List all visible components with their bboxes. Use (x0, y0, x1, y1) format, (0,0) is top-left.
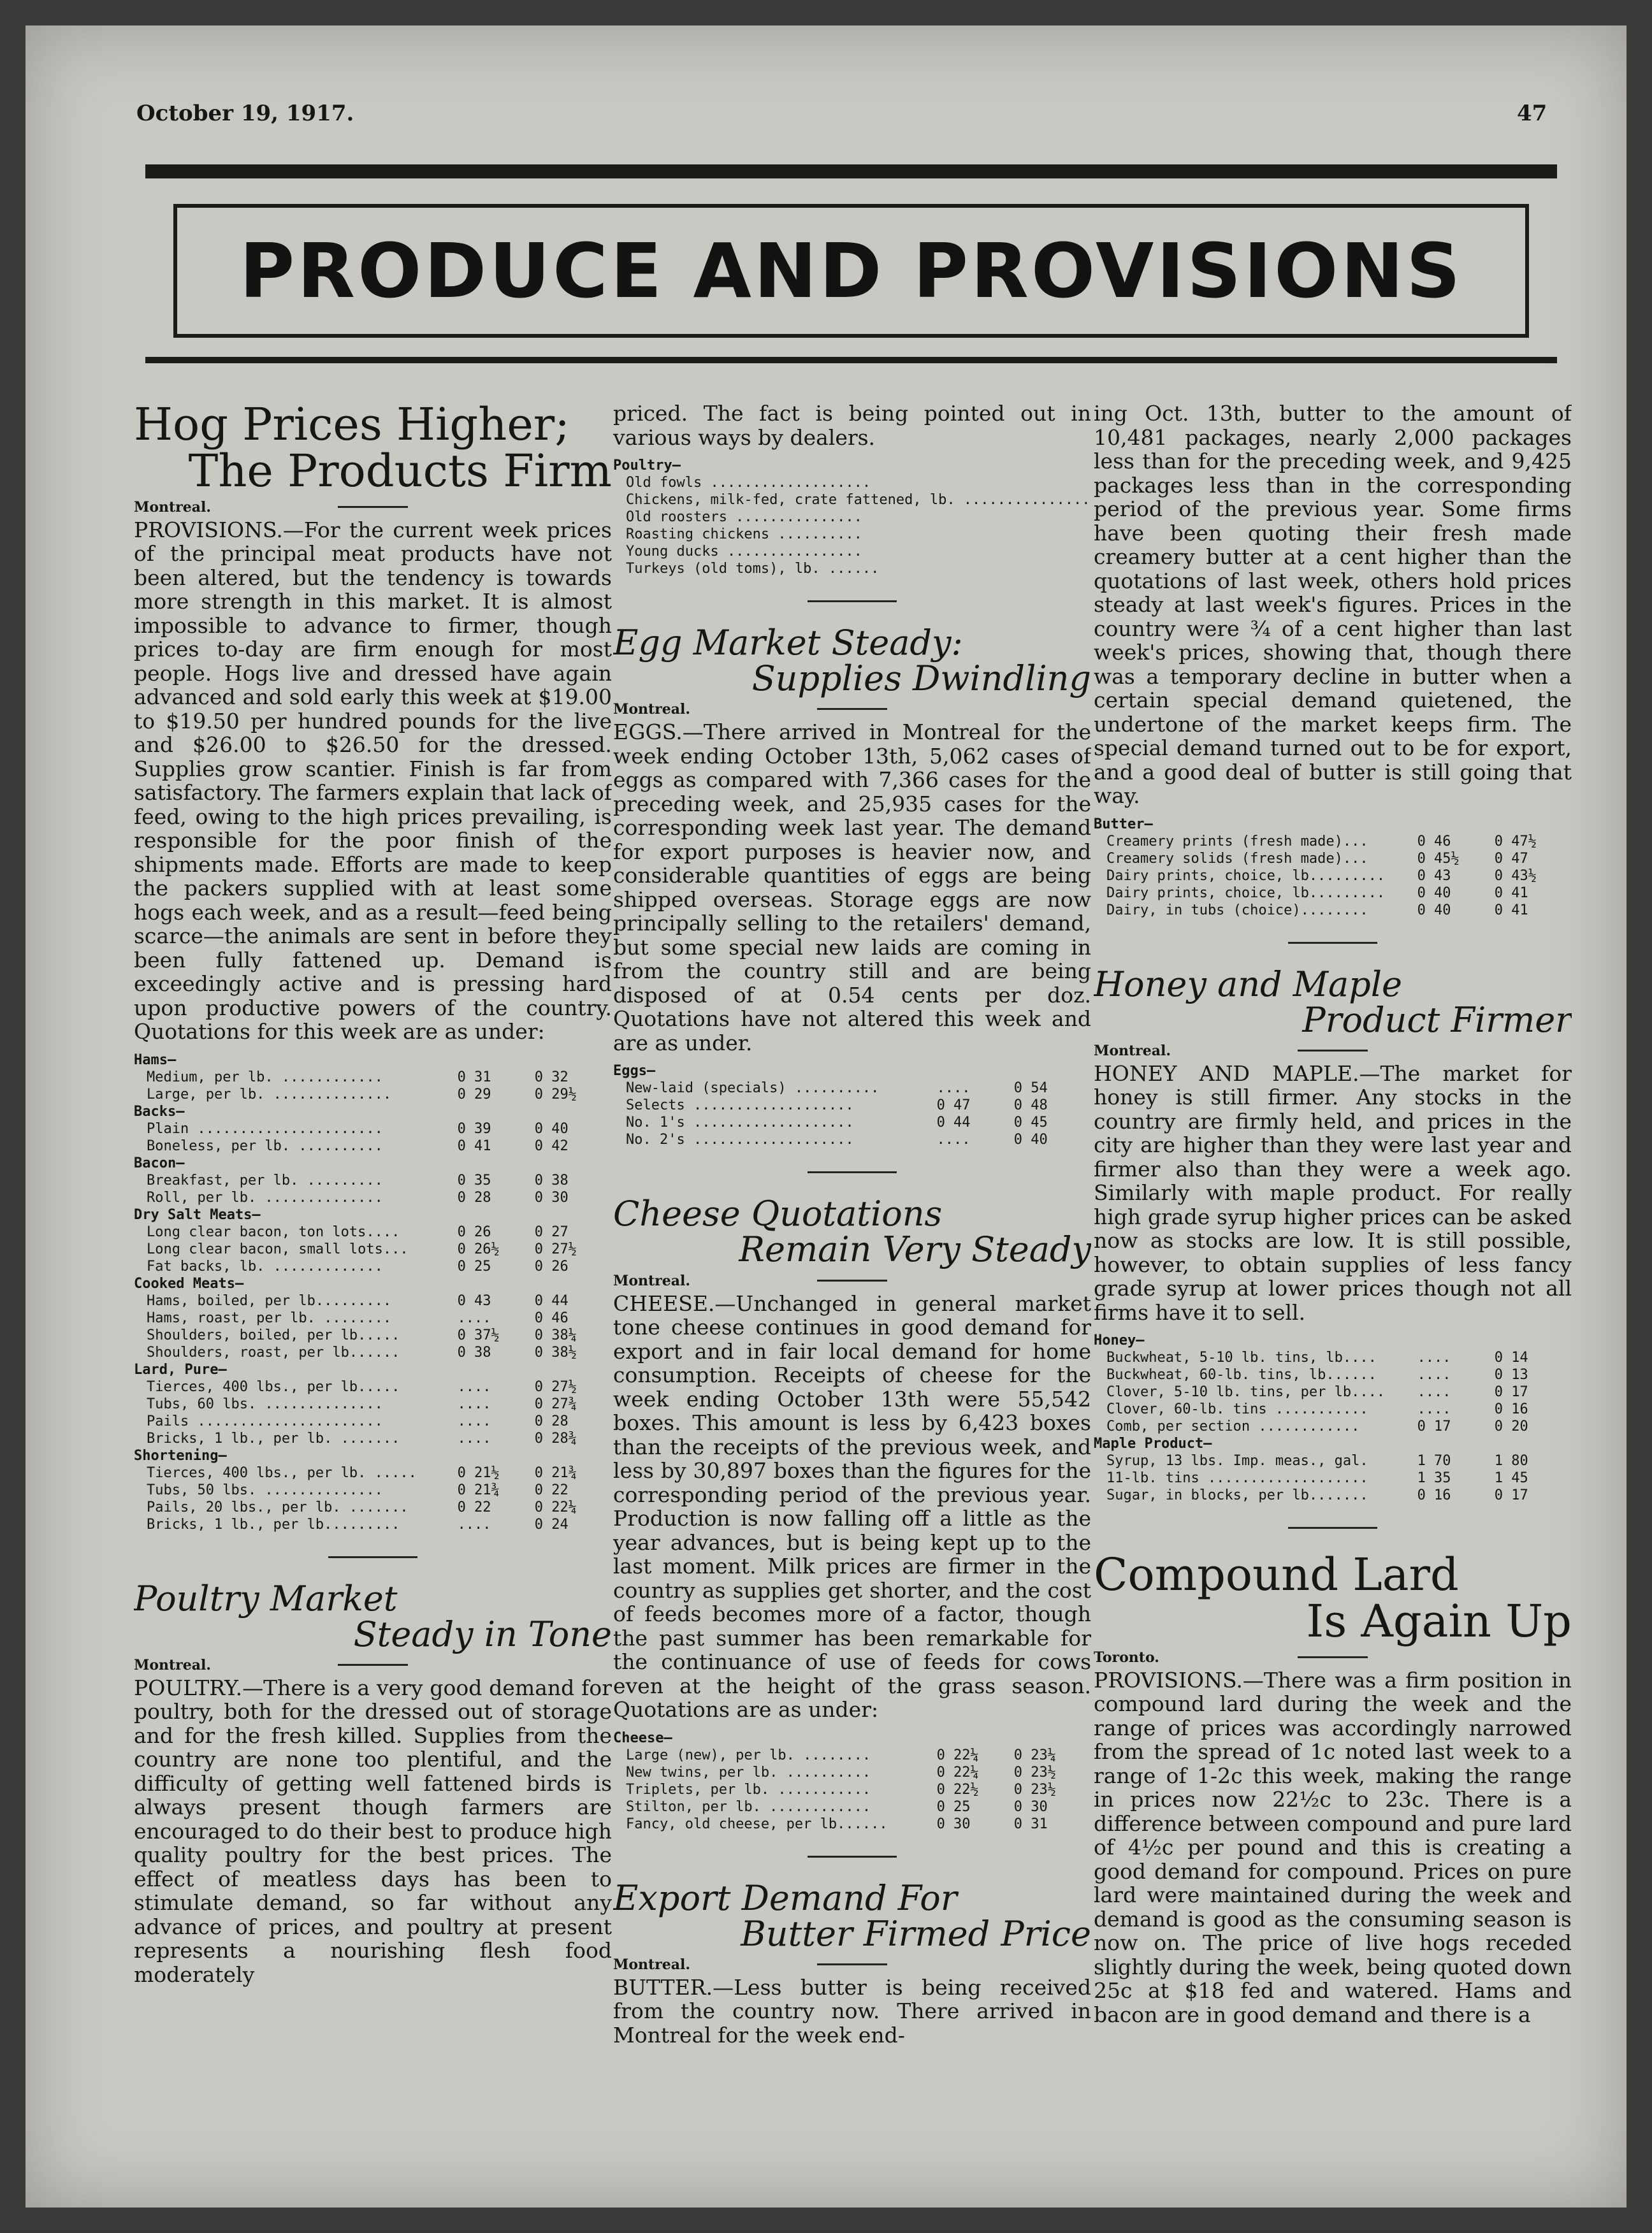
divider (338, 506, 408, 508)
table-row (1094, 833, 1572, 850)
item-label: Turkeys (old toms), lb. ...... (626, 561, 880, 577)
group-label: Lard, Pure— (134, 1361, 227, 1378)
divider (1298, 1050, 1368, 1051)
price-high: 0 27½ (534, 1241, 577, 1257)
banner-frame (173, 204, 1529, 338)
table-row (134, 1310, 612, 1327)
table-group-heading (134, 1051, 612, 1069)
table-body (1094, 833, 1572, 919)
price-low: .... (936, 1080, 971, 1097)
price-low: .... (457, 1413, 491, 1429)
item-label: No. 1's ................... (626, 1115, 854, 1131)
price-low: 0 22¼ (936, 1764, 979, 1781)
table-group-heading (134, 1275, 612, 1292)
price-high: 0 47 (1494, 850, 1528, 867)
price-high: 0 28¾ (534, 1430, 577, 1447)
item-label: Buckwheat, 5-10 lb. tins, lb.... (1106, 1350, 1377, 1366)
price-high: 0 40 (1013, 1132, 1048, 1148)
price-high: 0 22 (534, 1482, 569, 1498)
table-row (1094, 1452, 1572, 1470)
price-low: 1 70 (1417, 1453, 1451, 1470)
article-headline (613, 625, 1091, 697)
price-low (1090, 526, 1091, 543)
price-low (1090, 509, 1091, 526)
table-row (1094, 867, 1572, 885)
table-row (134, 1344, 612, 1361)
divider (808, 1171, 897, 1173)
group-label: Honey— (1094, 1333, 1145, 1349)
price-high: 0 27¾ (534, 1396, 577, 1412)
price-low: 0 22¼ (936, 1747, 979, 1763)
group-label: Shortening— (134, 1447, 227, 1464)
table-group-heading (134, 1447, 612, 1464)
headline-line-1: Honey and Maple (1094, 964, 1402, 1004)
item-label: Sugar, in blocks, per lb....... (1106, 1487, 1368, 1504)
price-low: 0 29 (457, 1086, 491, 1102)
dateline: Montreal. (134, 1656, 212, 1673)
table-row (134, 1138, 612, 1155)
divider (817, 1280, 887, 1282)
headline-line-2: Steady in Tone (353, 1614, 612, 1654)
table-row (613, 474, 1091, 491)
table-row (613, 526, 1091, 543)
item-label: Clover, 5-10 lb. tins, per lb.... (1106, 1384, 1386, 1401)
headline-line-2: Butter Firmed Price (741, 1913, 1091, 1954)
table-row (1094, 1366, 1572, 1384)
divider (328, 1556, 417, 1558)
section-banner (145, 164, 1557, 363)
item-label: 11-lb. tins ................... (1106, 1470, 1368, 1487)
item-label: Creamery prints (fresh made)... (1106, 833, 1368, 849)
item-label: Comb, per section ............ (1106, 1419, 1360, 1435)
item-label: Roasting chickens .......... (626, 526, 862, 542)
divider (1288, 942, 1377, 944)
item-label: Old roosters ............... (626, 509, 862, 525)
table-row (134, 1396, 612, 1413)
item-label: Boneless, per lb. .......... (147, 1138, 383, 1154)
table-row (134, 1499, 612, 1516)
price-low: 0 35 (457, 1172, 491, 1189)
article-headline (1094, 1549, 1572, 1648)
headline-line-1: Export Demand For (613, 1877, 957, 1918)
price-high: 0 13 (1494, 1367, 1528, 1384)
butter-quotations-table (1094, 816, 1572, 919)
group-label: Hams— (134, 1051, 177, 1068)
price-low: .... (1417, 1350, 1451, 1366)
price-high: 0 17 (1494, 1487, 1528, 1504)
table-row (1094, 1470, 1572, 1487)
divider (1288, 1527, 1377, 1529)
cheese-quotations-table (613, 1730, 1091, 1833)
price-low: .... (457, 1378, 491, 1395)
table-row (613, 1764, 1091, 1781)
price-low: 0 21½ (457, 1464, 500, 1481)
price-high: 0 41 (1494, 885, 1528, 901)
dateline: Montreal. (613, 1272, 691, 1289)
table-row (1094, 1349, 1572, 1366)
article-headline (613, 1877, 1091, 1954)
item-label: Syrup, 13 lbs. Imp. meas., gal. (1106, 1453, 1368, 1470)
divider (817, 1963, 887, 1965)
item-label: Pails ...................... (147, 1413, 383, 1429)
column-1 (134, 401, 612, 2157)
price-low: .... (1417, 1384, 1451, 1401)
price-low (1090, 474, 1091, 491)
price-high: 0 43½ (1494, 867, 1537, 884)
headline-line-1: Egg Market Steady: (613, 623, 963, 663)
newspaper-page (25, 25, 1627, 2208)
article-body: BUTTER.—Less butter is being received from the country now. There arrived in Montreal for the week end- (613, 1974, 1091, 2048)
article-body-continued: ing Oct. 13th, butter to the amount of 10,481 packages, nearly 2,000 packages less than for the preceding week, and 9,425 packages less than in the corresponding period of the previous year. Some firms have been quoting their fresh made creamery butter at a cent higher than the quotations of last week, others hold prices steady at last week's figures. Prices in the country were ¾ of a cent higher than last week's prices, showing that, though there was a temporary decline in butter when a certain special demand quietened, the undertone of the market keeps firm. The special demand turned out to be for export, and a good deal of butter is still going that way. (1094, 401, 1572, 808)
item-label: Clover, 60-lb. tins ........... (1106, 1401, 1368, 1418)
price-high: 0 38½ (534, 1344, 577, 1361)
price-high: 0 42 (534, 1138, 569, 1154)
price-low (1090, 560, 1091, 577)
price-low: 0 46 (1417, 833, 1451, 849)
poultry-quotations-table (613, 457, 1091, 577)
price-high: 0 16 (1494, 1401, 1528, 1418)
group-label: Maple Product— (1094, 1436, 1212, 1452)
price-high: 0 30 (534, 1189, 569, 1206)
table-row (134, 1189, 612, 1206)
item-label: Dairy prints, choice, lb......... (1106, 867, 1386, 884)
price-low: .... (1417, 1401, 1451, 1418)
dateline: Montreal. (134, 498, 212, 516)
table-row (613, 543, 1091, 560)
price-high: 0 46 (534, 1310, 569, 1326)
item-label: Roll, per lb. .............. (147, 1189, 383, 1206)
price-low: .... (1417, 1367, 1451, 1384)
price-low: 0 44 (936, 1115, 971, 1131)
item-label: New-laid (specials) .......... (626, 1080, 880, 1097)
article-body: POULTRY.—There is a very good demand for poultry, both for the dressed out of storage and for the fresh killed. Supplies from the country are none too plentiful, and the difficulty of getting well fattened birds is always present though farmers are encouraged to do their best to produce high quality poultry for the best prices. The effect of meatless days has been to stimulate demand, so far without any advance of prices, and poultry at present represents a nourishing flesh food moderately (134, 1675, 612, 1987)
table-row (134, 1327, 612, 1344)
price-high: 0 23¼ (1013, 1747, 1056, 1763)
price-low: 0 16 (1417, 1487, 1451, 1504)
article-body-continued: priced. The fact is being pointed out in various ways by dealers. (613, 401, 1091, 450)
price-high: 1 80 (1494, 1453, 1528, 1470)
item-label: Triplets, per lb. ........... (626, 1781, 871, 1798)
item-label: Dairy, in tubs (choice)........ (1106, 902, 1368, 918)
item-label: Tubs, 50 lbs. .............. (147, 1482, 383, 1498)
table-row (134, 1292, 612, 1310)
article-body: HONEY AND MAPLE.—The market for honey is still firmer. Any stocks in the country are firmly held, and prices in the city are higher than they were last year and firmer also than they were a week ago. Similarly with maple product. For really high grade syrup higher prices can be asked now as stocks are low. It is still possible, however, to obtain supplies of less fancy grade syrup at lower prices though not all firms have it to sell. (1094, 1060, 1572, 1325)
price-low: 0 25 (936, 1798, 971, 1815)
price-high: 0 14 (1494, 1350, 1528, 1366)
article-headline (613, 1196, 1091, 1268)
price-low: 0 40 (1417, 902, 1451, 918)
table-row (134, 1241, 612, 1258)
table-row (1094, 1418, 1572, 1435)
price-low: 0 22 (457, 1499, 491, 1515)
table-row (1094, 885, 1572, 902)
price-high: 0 45 (1013, 1115, 1048, 1131)
dateline: Montreal. (613, 701, 691, 718)
table-row (613, 1816, 1091, 1833)
item-label: Hams, boiled, per lb......... (147, 1292, 392, 1309)
price-low: 0 28 (457, 1189, 491, 1206)
price-high: 0 26 (534, 1258, 569, 1275)
price-low: 0 47 (936, 1097, 971, 1114)
price-high: 0 38¼ (534, 1327, 577, 1343)
price-low: .... (457, 1310, 491, 1326)
table-row (613, 1080, 1091, 1097)
table-group-heading (1094, 1435, 1572, 1452)
headline-line-2: Remain Very Steady (739, 1229, 1091, 1270)
article-body: PROVISIONS.—There was a firm position in compound lard during the week and the range of prices was accordingly narrowed from the spread of 1c noted last week to a range of 1-2c this week, making the range in prices now 22½c to 23c. There is a difference between compound and pure lard of 4½c per pound and this is creating a good demand for compound. Prices on pure lard were maintained during the week and demand is good as the consuming season is now on. The price of live hogs receded slightly during the week, being quoted down 25c at $18 fed and watered. Hams and bacon are in good demand and there is a (1094, 1667, 1572, 2027)
table-row (613, 560, 1091, 577)
item-label: Bricks, 1 lb., per lb......... (147, 1516, 400, 1533)
item-label: No. 2's ................... (626, 1132, 854, 1148)
table-body (613, 1747, 1091, 1833)
table-row (134, 1516, 612, 1533)
column-2 (613, 401, 1091, 2157)
divider (808, 600, 897, 602)
headline-line-2: Is Again Up (1306, 1595, 1572, 1648)
item-label: Large (new), per lb. ........ (626, 1747, 871, 1763)
item-label: Shoulders, roast, per lb...... (147, 1344, 400, 1361)
item-label: Shoulders, boiled, per lb..... (147, 1327, 400, 1343)
price-low: 0 17 (1417, 1419, 1451, 1435)
price-low: 0 37½ (457, 1327, 500, 1343)
table-header-row (613, 457, 1091, 474)
page-number: 47 (1517, 101, 1547, 126)
item-label: Tierces, 400 lbs., per lb..... (147, 1378, 400, 1395)
table-row (613, 1097, 1091, 1114)
price-low (1090, 491, 1091, 509)
price-high: 0 27 (534, 1224, 569, 1240)
table-row (134, 1120, 612, 1138)
price-high: 0 30 (1013, 1798, 1048, 1815)
price-high: 0 48 (1013, 1097, 1048, 1114)
price-low: 0 26½ (457, 1241, 500, 1257)
table-header-row (613, 1730, 1091, 1747)
article-body: EGGS.—There arrived in Montreal for the week ending October 13th, 5,062 cases of eggs as compared with 7,366 cases for the preceding week, and 25,935 cases for the corresponding week last year. The demand for export purposes is heavier now, and considerable quantities of eggs are being shipped overseas. Storage eggs are now principally selling to the retailers' demand, but some special new laids are coming in from the country still and are being disposed of at 0.54 cents per doz. Quotations have not altered this week and are as under. (613, 719, 1091, 1055)
table-row (134, 1430, 612, 1447)
dateline: Montreal. (1094, 1042, 1171, 1059)
table-group-heading (134, 1155, 612, 1172)
price-low: 0 43 (1417, 867, 1451, 884)
price-high: 0 40 (534, 1120, 569, 1137)
price-low: 0 43 (457, 1292, 491, 1309)
article-headline (134, 401, 612, 495)
table-group-heading (134, 1103, 612, 1120)
headline-line-1: Hog Prices Higher; (134, 401, 570, 451)
table-row (134, 1413, 612, 1430)
table-body (613, 1080, 1091, 1148)
price-high: 0 21¾ (534, 1464, 577, 1481)
group-label: Bacon— (134, 1155, 185, 1171)
price-high: 0 23½ (1013, 1764, 1056, 1781)
item-label: Old fowls ................... (626, 475, 871, 491)
dateline: Montreal. (613, 1956, 691, 1973)
item-label: Buckwheat, 60-lb. tins, lb...... (1106, 1367, 1377, 1384)
group-label: Dry Salt Meats— (134, 1206, 261, 1223)
price-low: 1 35 (1417, 1470, 1451, 1487)
price-low: 0 45½ (1417, 850, 1460, 867)
price-high: 0 28 (534, 1413, 569, 1429)
price-high: 0 32 (534, 1069, 569, 1085)
table-row (613, 1131, 1091, 1148)
table-row (613, 491, 1091, 509)
article-body: CHEESE.—Unchanged in general market tone cheese continues in good demand for export and in fair local demand for home consumption. Receipts of cheese for the week ending October 13th were 55,542 boxes. This amount is less by 6,423 boxes than the receipts of the previous week, and less by 30,897 boxes than the figures for the corresponding period of the previous year. Production is now falling off a little as the year advances, but is being kept up to the last moment. Milk prices are firmer in the country as supplies get shorter, and the cost of feeds becomes more of a factor, though the past summer has been remarkable for the continuance of use of feeds for cows even at the height of the grass season. Quotations are as under: (613, 1290, 1091, 1723)
table-row (1094, 1487, 1572, 1504)
honey-quotations-table (1094, 1332, 1572, 1504)
item-label: Young ducks ................ (626, 544, 862, 560)
headline-line-1: Poultry Market (134, 1578, 398, 1619)
price-high: 1 45 (1494, 1470, 1528, 1487)
price-low: 0 31 (457, 1069, 491, 1085)
table-row (1094, 1384, 1572, 1401)
item-label: Tubs, 60 lbs. .............. (147, 1396, 383, 1412)
item-label: Medium, per lb. ............ (147, 1069, 383, 1085)
item-label: Dairy prints, choice, lb......... (1106, 885, 1386, 901)
item-label: New twins, per lb. .......... (626, 1764, 871, 1781)
price-low: .... (936, 1132, 971, 1148)
table-row (1094, 1401, 1572, 1418)
headline-line-2: Product Firmer (1302, 999, 1572, 1040)
divider (1298, 1656, 1368, 1658)
table-heading: Butter— (1094, 816, 1153, 832)
table-row (134, 1069, 612, 1086)
item-label: Chickens, milk-fed, crate fattened, lb. ............... (626, 492, 1090, 508)
price-low: 0 25 (457, 1258, 491, 1275)
price-high: 0 23½ (1013, 1781, 1056, 1798)
item-label: Pails, 20 lbs., per lb. ....... (147, 1499, 409, 1515)
price-low: .... (457, 1516, 491, 1533)
item-label: Breakfast, per lb. ......... (147, 1172, 383, 1189)
price-high: 0 47½ (1494, 833, 1537, 849)
price-high: 0 24 (534, 1516, 569, 1533)
table-heading: Cheese— (613, 1730, 672, 1746)
group-label: Backs— (134, 1103, 185, 1120)
price-low: 0 26 (457, 1224, 491, 1240)
item-label: Creamery solids (fresh made)... (1106, 850, 1368, 867)
table-row (134, 1086, 612, 1103)
price-high: 0 54 (1013, 1080, 1048, 1097)
dateline: Toronto. (1094, 1649, 1159, 1666)
table-row (1094, 850, 1572, 867)
price-low: 0 21¾ (457, 1482, 500, 1498)
item-label: Long clear bacon, small lots... (147, 1241, 409, 1257)
price-high: 0 38 (534, 1172, 569, 1189)
price-low: 0 41 (457, 1138, 491, 1154)
price-high: 0 27½ (534, 1378, 577, 1395)
article-body: PROVISIONS.—For the current week prices of the principal meat products have not been altered, but the tendency is towards more strength in this market. It is almost impossible to advance to firmer, though prices to-day are firm enough for most people. Hogs live and dressed have again advanced and sold early this week at $19.00 to $19.50 per hundred pounds for the live and $26.00 to $26.50 for the dressed. Supplies grow scantier. Finish is far from satisfactory. The farmers explain that lack of feed, owing to the high prices prevailing, is responsible for the poor finish of the shipments made. Efforts are made to keep the packers supplied with at least some hogs each week, and as a result—feed being scarce—the animals are sent in before they been fully fattened up. Demand is exceedingly active and is pressing hard upon productive powers of the country. Quotations for this week are as under: (134, 517, 612, 1044)
table-row (134, 1378, 612, 1396)
price-low: .... (457, 1430, 491, 1447)
table-row (134, 1464, 612, 1482)
table-row (1094, 902, 1572, 919)
price-high: 0 17 (1494, 1384, 1528, 1401)
table-row (134, 1224, 612, 1241)
table-row (613, 1798, 1091, 1816)
item-label: Tierces, 400 lbs., per lb. ..... (147, 1464, 417, 1481)
price-low: 0 38 (457, 1344, 491, 1361)
item-label: Fancy, old cheese, per lb...... (626, 1816, 888, 1832)
issue-date: October 19, 1917. (136, 101, 354, 126)
price-high: 0 44 (534, 1292, 569, 1309)
headline-line-1: Cheese Quotations (613, 1194, 943, 1234)
item-label: Long clear bacon, ton lots.... (147, 1224, 400, 1240)
item-label: Selects ................... (626, 1097, 854, 1114)
divider (338, 1664, 408, 1666)
divider (808, 1856, 897, 1858)
table-row (613, 1114, 1091, 1131)
price-low: 0 22½ (936, 1781, 979, 1798)
price-low: 0 40 (1417, 885, 1451, 901)
price-low: 0 30 (936, 1816, 971, 1832)
item-label: Bricks, 1 lb., per lb. ....... (147, 1430, 400, 1447)
price-high: 0 31 (1013, 1816, 1048, 1832)
table-group-heading (134, 1206, 612, 1224)
headline-line-2: Supplies Dwindling (751, 658, 1091, 699)
headline-line-2: The Products Firm (188, 444, 612, 497)
item-label: Plain ...................... (147, 1120, 383, 1137)
headline-line-1: Compound Lard (1094, 1549, 1459, 1601)
table-body (613, 474, 1091, 577)
table-group-heading (1094, 1332, 1572, 1349)
price-low (1090, 543, 1091, 560)
table-row (134, 1258, 612, 1275)
table-row (613, 509, 1091, 526)
price-high: 0 20 (1494, 1419, 1528, 1435)
table-row (613, 1781, 1091, 1798)
article-headline (134, 1578, 612, 1654)
table-row (134, 1482, 612, 1499)
table-header-row (613, 1062, 1091, 1080)
price-low: .... (457, 1396, 491, 1412)
table-row (613, 1747, 1091, 1764)
hog-quotations-table (134, 1051, 612, 1533)
table-heading: Poultry— (613, 458, 681, 473)
egg-quotations-table (613, 1062, 1091, 1148)
article-headline (1094, 964, 1572, 1040)
price-high: 0 29½ (534, 1086, 577, 1102)
table-row (134, 1172, 612, 1189)
item-label: Hams, roast, per lb. ........ (147, 1310, 392, 1326)
item-label: Large, per lb. .............. (147, 1086, 392, 1102)
price-high: 0 41 (1494, 902, 1528, 918)
item-label: Stilton, per lb. ............ (626, 1798, 871, 1815)
group-label: Cooked Meats— (134, 1275, 244, 1292)
table-heading: Eggs— (613, 1063, 656, 1080)
divider (817, 708, 887, 710)
table-group-heading (134, 1361, 612, 1378)
banner-title: PRODUCE AND PROVISIONS (239, 227, 1463, 315)
column-3 (1094, 401, 1572, 2157)
table-header-row (1094, 816, 1572, 833)
price-low: 0 39 (457, 1120, 491, 1137)
price-high: 0 22¼ (534, 1499, 577, 1515)
item-label: Fat backs, lb. ............. (147, 1258, 383, 1275)
